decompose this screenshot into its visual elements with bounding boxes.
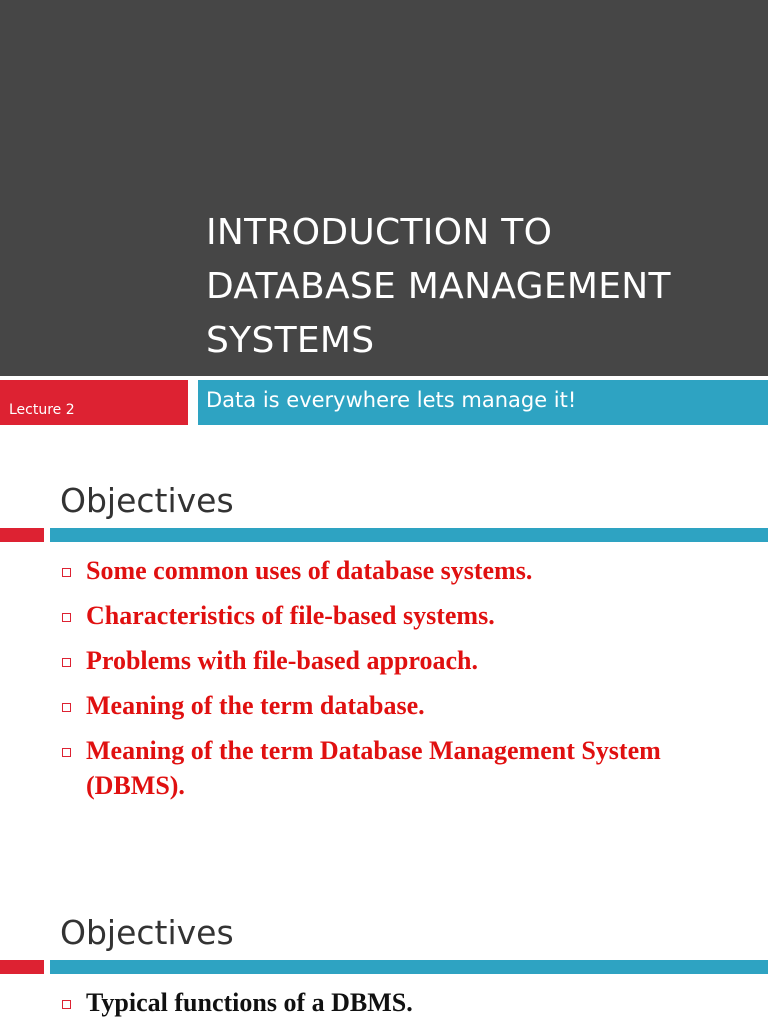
heading-accent-blue [50,528,768,542]
hollow-square-bullet-icon [62,703,71,712]
list-item-text: Some common uses of database systems. [86,556,533,585]
lecture-badge [0,380,188,425]
list-item [60,643,760,678]
hollow-square-bullet-icon [62,568,71,577]
list-item-text: Characteristics of file-based systems. [86,601,495,630]
hollow-square-bullet-icon [62,613,71,622]
title-line: SYSTEMS [206,320,375,361]
hollow-square-bullet-icon [62,658,71,667]
hollow-square-bullet-icon [62,1000,71,1009]
title-slide [0,0,768,440]
list-item [60,598,760,633]
list-item [60,553,760,588]
list-item [60,985,760,1020]
slide-title [206,206,761,368]
slide-heading: Objectives [60,913,234,952]
heading-accent-blue [50,960,768,974]
hollow-square-bullet-icon [62,748,71,757]
slide-subtitle: Data is everywhere lets manage it! [206,388,577,412]
title-line: DATABASE MANAGEMENT [206,266,671,307]
objectives-list [60,553,760,813]
subtitle-banner [198,380,768,425]
objectives-slide-1 [0,440,768,860]
title-band [0,0,768,376]
heading-accent-red [0,528,44,542]
list-item-text: Problems with file-based approach. [86,646,478,675]
objectives-slide-2 [0,880,768,1024]
slide-heading: Objectives [60,481,234,520]
list-item [60,688,760,723]
heading-accent-red [0,960,44,974]
objectives-list [60,985,760,1030]
title-line: INTRODUCTION TO [206,212,553,253]
lecture-label: Lecture 2 [9,402,75,418]
list-item-text: Meaning of the term database. [86,691,425,720]
list-item-text: Typical functions of a DBMS. [86,988,413,1017]
list-item [60,733,760,803]
list-item-text: Meaning of the term Database Management System (DBMS). [86,736,661,800]
